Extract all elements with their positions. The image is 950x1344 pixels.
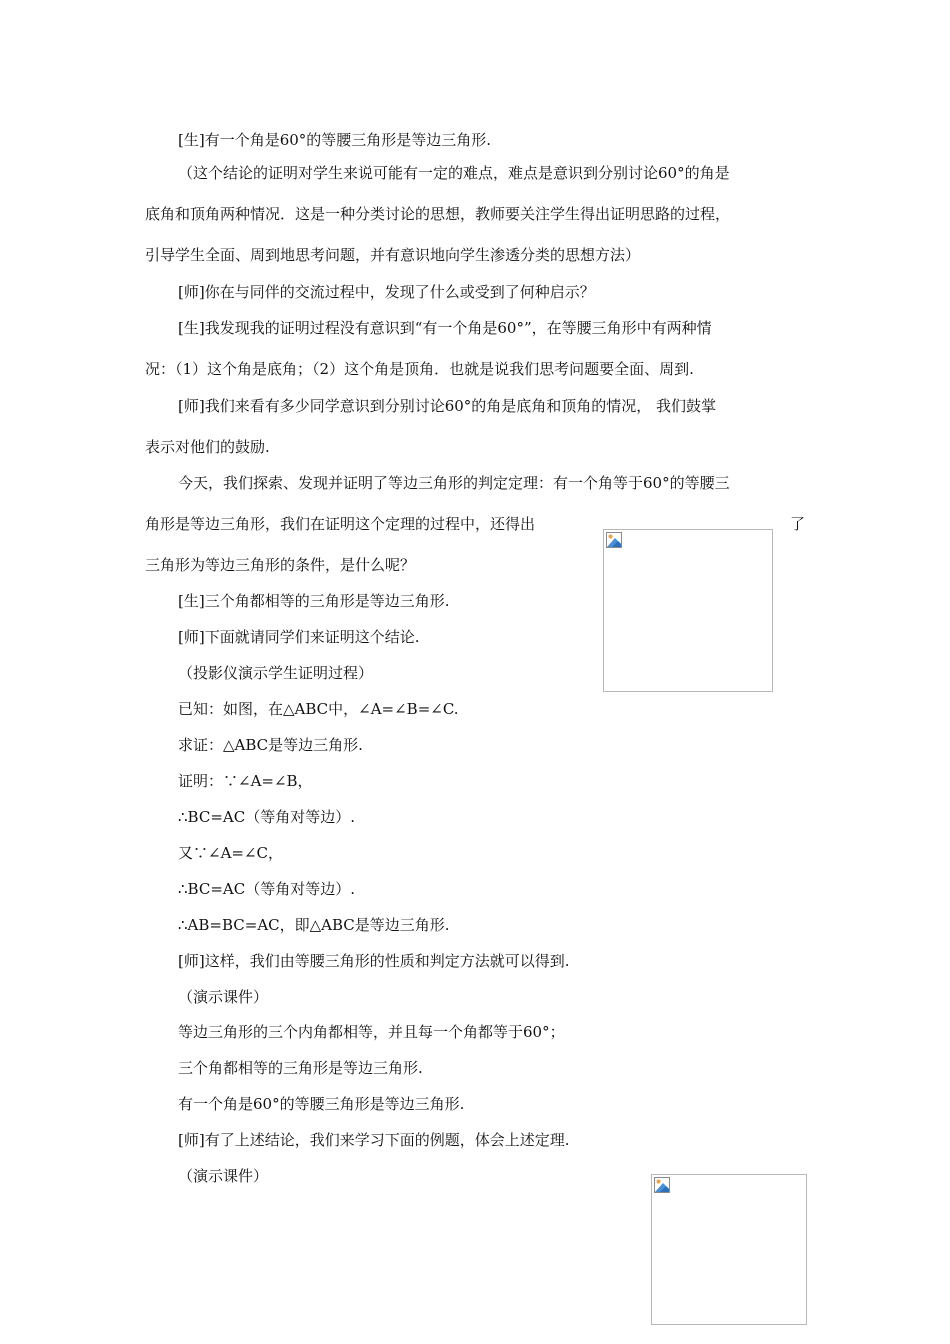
paragraph: （演示课件） <box>178 1167 269 1185</box>
paragraph: （这个结论的证明对学生来说可能有一定的难点，难点是意识到分别讨论60°的角是 <box>178 164 730 182</box>
paragraph: 有一个角是60°的等腰三角形是等边三角形. <box>178 1095 465 1113</box>
figure-image-placeholder <box>603 529 773 692</box>
paragraph: 证明：∵∠A=∠B， <box>178 772 313 790</box>
paragraph: 等边三角形的三个内角都相等，并且每一个角都等于60°； <box>178 1023 565 1041</box>
paragraph: [师]我们来看有多少同学意识到分别讨论60°的角是底角和顶角的情况， 我们鼓掌 <box>178 397 717 415</box>
paragraph: 三个角都相等的三角形是等边三角形. <box>178 1059 423 1077</box>
paragraph: 引导学生全面、周到地思考问题，并有意识地向学生渗透分类的思想方法） <box>145 246 641 264</box>
paragraph: ∴BC=AC（等角对等边）. <box>178 808 355 826</box>
paragraph: 今天，我们探索、发现并证明了等边三角形的判定定理：有一个角等于60°的等腰三 <box>178 474 730 492</box>
paragraph: [师]这样，我们由等腰三角形的性质和判定方法就可以得到. <box>178 952 570 970</box>
paragraph: 角形是等边三角形，我们在证明这个定理的过程中，还得出 <box>145 515 536 533</box>
broken-image-icon <box>606 532 622 548</box>
paragraph: （投影仪演示学生证明过程） <box>178 664 374 682</box>
paragraph: [生]三个角都相等的三角形是等边三角形. <box>178 592 450 610</box>
paragraph: 又∵∠A=∠C， <box>178 844 284 862</box>
paragraph: [生]有一个角是60°的等腰三角形是等边三角形. <box>178 131 492 149</box>
paragraph: ∴AB=BC=AC，即△ABC是等边三角形. <box>178 916 450 934</box>
paragraph: [生]我发现我的证明过程没有意识到“有一个角是60°”，在等腰三角形中有两种情 <box>178 319 712 337</box>
paragraph: ∴BC=AC（等角对等边）. <box>178 880 355 898</box>
paragraph: 已知：如图，在△ABC中，∠A=∠B=∠C. <box>178 700 459 718</box>
paragraph: [师]有了上述结论，我们来学习下面的例题，体会上述定理. <box>178 1131 570 1149</box>
broken-image-icon <box>654 1177 670 1193</box>
paragraph: [师]你在与同伴的交流过程中，发现了什么或受到了何种启示？ <box>178 283 595 301</box>
paragraph: 底角和顶角两种情况．这是一种分类讨论的思想，教师要关注学生得出证明思路的过程， <box>145 205 731 223</box>
paragraph: （演示课件） <box>178 988 269 1006</box>
figure-image-placeholder <box>651 1174 807 1325</box>
paragraph: 况：（1）这个角是底角；（2）这个角是顶角．也就是说我们思考问题要全面、周到. <box>145 360 694 378</box>
paragraph: 求证：△ABC是等边三角形. <box>178 736 363 754</box>
paragraph: 三角形为等边三角形的条件，是什么呢？ <box>145 556 416 574</box>
paragraph: 表示对他们的鼓励. <box>145 438 270 456</box>
paragraph: [师]下面就请同学们来证明这个结论. <box>178 628 420 646</box>
paragraph: 了 <box>790 515 806 533</box>
